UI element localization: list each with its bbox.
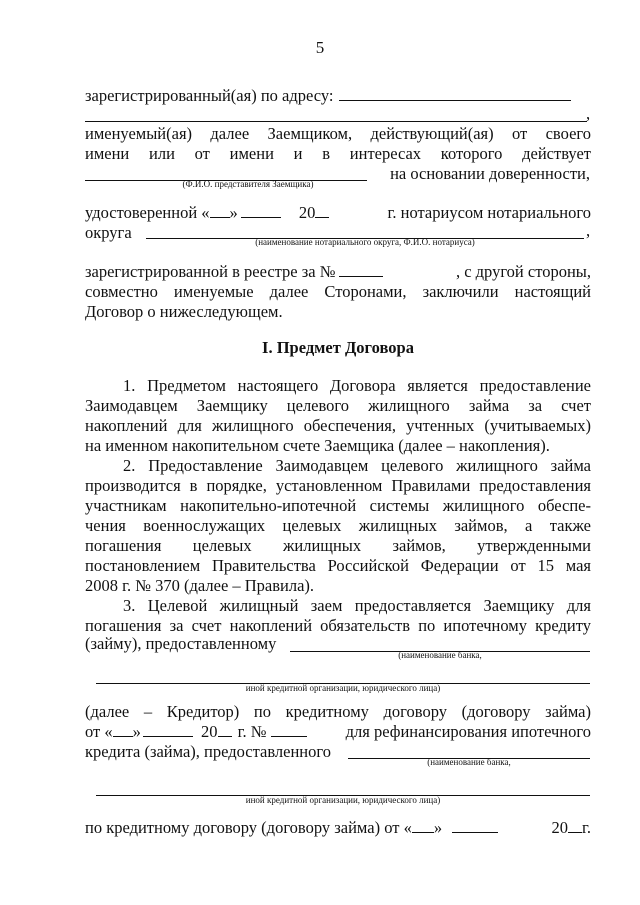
caption-org-2: иной кредитной организации, юридического лица) bbox=[245, 795, 441, 805]
month-blank-3 bbox=[452, 818, 498, 833]
year-prefix: 20 bbox=[298, 203, 316, 222]
year-prefix-2: 20 bbox=[201, 722, 218, 741]
para2-line3: участникам накопительно-ипотечной системы жилищного обеспе- bbox=[85, 496, 591, 515]
text-line-9: совместно именуемые далее Сторонами, заключили настоящий bbox=[85, 282, 591, 301]
day-blank-3 bbox=[412, 818, 434, 833]
caption-org-1: иной кредитной организации, юридического лица) bbox=[245, 683, 441, 693]
registry-label: зарегистрированной в реестре за № bbox=[85, 262, 336, 281]
day-blank bbox=[210, 203, 230, 218]
para3-line1: 3. Целевой жилищный заем предоставляется Заемщику для bbox=[123, 596, 591, 615]
number-label: г. № bbox=[237, 722, 267, 741]
caption-district: (наименование нотариального округа, Ф.И.О. нотариуса) bbox=[255, 237, 475, 247]
year-suffix-3: г. bbox=[581, 818, 591, 837]
registry-tail: , с другой стороны, bbox=[455, 262, 591, 281]
year-blank-2 bbox=[218, 722, 232, 737]
caption-bank-2: (наименование банка, bbox=[427, 757, 511, 767]
refinance-text: для рефинансирования ипотечного bbox=[345, 722, 591, 741]
month-blank bbox=[241, 203, 281, 218]
text-line-4: имени или от имени и в интересах которого действует bbox=[85, 144, 591, 163]
day-blank-2 bbox=[113, 722, 133, 737]
caption-representative: (Ф.И.О. представителя Заемщика) bbox=[182, 179, 314, 189]
address-continuation-blank bbox=[85, 121, 587, 122]
year-prefix-3: 20 bbox=[551, 818, 568, 837]
from-label: от « bbox=[85, 722, 113, 741]
text-line-3: именуемый(ая) далее Заемщиком, действующий(ая) от своего bbox=[85, 124, 591, 143]
para1-line1: 1. Предметом настоящего Договора является предоставление bbox=[123, 376, 591, 395]
para2-line1: 2. Предоставление Заимодавцем целевого жилищного займа bbox=[123, 456, 591, 475]
address-blank bbox=[339, 86, 571, 101]
year-blank bbox=[315, 203, 329, 218]
registry-line bbox=[85, 262, 591, 282]
para2-line5: погашения целевых жилищных займов, утвержденными bbox=[85, 536, 591, 555]
provided-label: (займу), предоставленному bbox=[85, 634, 277, 653]
para3-line5 bbox=[85, 722, 591, 742]
certified-label: удостоверенной « bbox=[85, 203, 210, 222]
text-line-5: на основании доверенности, bbox=[390, 164, 590, 183]
para2-line6: постановлением Правительства Российской Федерации от 15 мая bbox=[85, 556, 591, 575]
para2-line2: производится в порядке, установленном Правилами предоставления bbox=[85, 476, 591, 495]
text-line-10: Договор о нижеследующем. bbox=[85, 302, 283, 321]
para2-line7: 2008 г. № 370 (далее – Правила). bbox=[85, 576, 315, 595]
para1-line2: Заимодавцем Заемщику целевого жилищного займа за счет bbox=[85, 396, 591, 415]
quote-close-2: » bbox=[132, 722, 141, 741]
registry-number-blank bbox=[339, 262, 383, 277]
para3-line2: погашения за счет накоплений обязательств по ипотечному кредиту bbox=[85, 616, 591, 635]
year-blank-3 bbox=[568, 818, 582, 833]
address-label: зарегистрированный(ая) по адресу: bbox=[85, 86, 334, 105]
section-heading: I. Предмет Договора bbox=[262, 338, 414, 357]
district-comma: , bbox=[586, 221, 591, 240]
para2-line4: чения военнослужащих целевых жилищных займов, а также bbox=[85, 516, 591, 535]
provided-label-2: кредита (займа), предоставленного bbox=[85, 742, 331, 761]
caption-bank-1: (наименование банка, bbox=[398, 650, 482, 660]
address-comma: , bbox=[586, 104, 591, 123]
notary-text: г. нотариусом нотариального bbox=[387, 203, 591, 222]
quote-close-3: » bbox=[433, 818, 443, 837]
credit-agreement-text: по кредитному договору (договору займа) от « bbox=[85, 818, 412, 837]
address-line bbox=[85, 86, 591, 106]
para3-line7 bbox=[85, 818, 591, 838]
quote-close: » bbox=[229, 203, 238, 222]
certified-line bbox=[85, 203, 591, 223]
page-number: 5 bbox=[315, 38, 325, 57]
para1-line3: накоплений для жилищного обеспечения, учтенных (учитываемых) bbox=[85, 416, 591, 435]
para3-line4: (далее – Кредитор) по кредитному договору (договору займа) bbox=[85, 702, 591, 721]
para1-line4: на именном накопительном счете Заемщика (далее – накопления). bbox=[85, 436, 550, 455]
district-label: округа bbox=[85, 223, 132, 242]
number-blank bbox=[271, 722, 307, 737]
month-blank-2 bbox=[143, 722, 193, 737]
